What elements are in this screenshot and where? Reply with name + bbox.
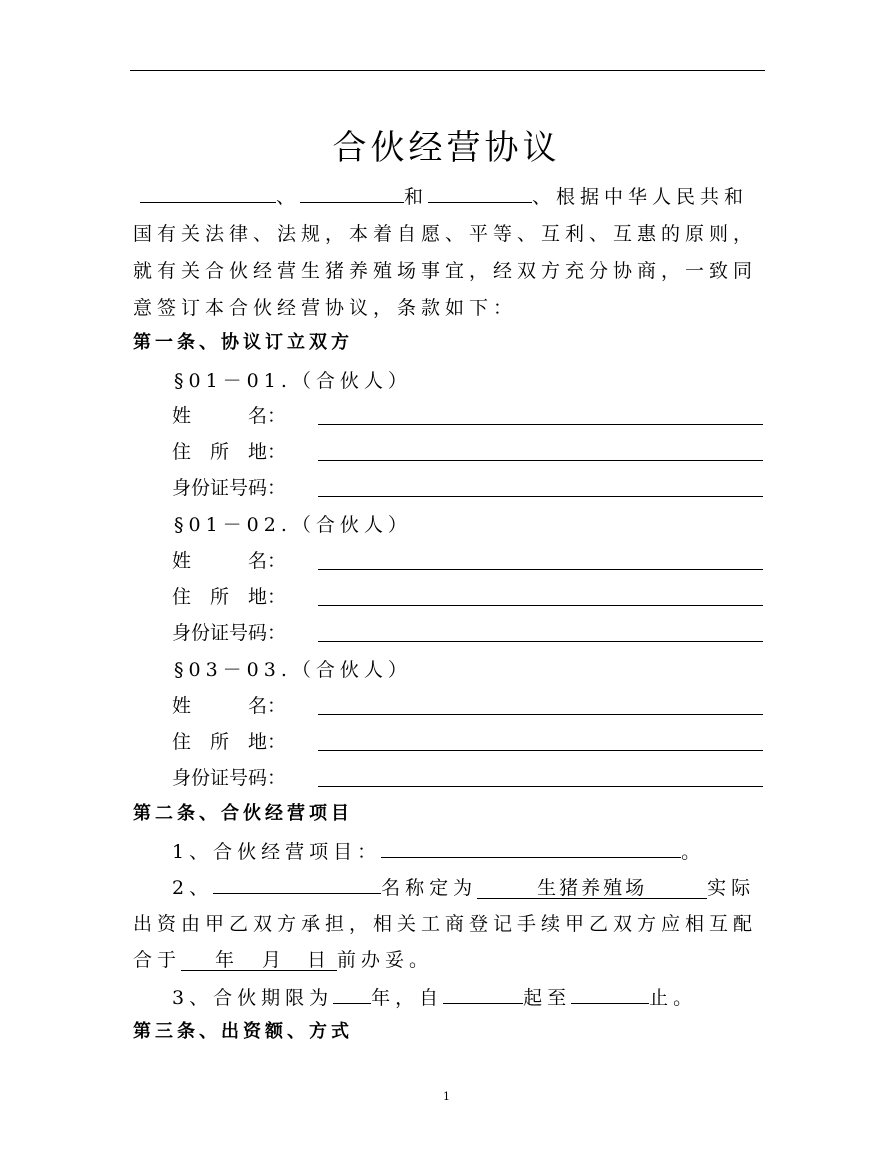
partner-2-name-field[interactable]	[318, 569, 763, 570]
company-blank[interactable]	[213, 875, 381, 894]
partner-1-name-field[interactable]	[318, 424, 763, 425]
separator: 、	[276, 186, 301, 208]
partner-1-id-label: 身份证号码：	[172, 477, 287, 499]
partner-2-header: §01－02.（合伙人）	[174, 514, 412, 536]
article-2-item-3	[172, 985, 697, 1010]
project-blank[interactable]	[381, 839, 681, 858]
intro-line-3: 就有关合伙经营生猪养殖场事宜，经双方充分协商，一致同	[133, 260, 758, 282]
page-number: 1	[443, 1090, 450, 1103]
item-2-label: 2、	[172, 877, 214, 899]
article-2-item-2	[172, 875, 755, 900]
party-c-blank[interactable]	[428, 184, 532, 203]
article-2-item-2-line-3	[133, 948, 433, 972]
intro-line-1	[140, 184, 748, 209]
years-text: 年，自	[371, 987, 444, 1009]
term-years-blank[interactable]	[333, 985, 371, 1004]
partner-2-name-label: 姓 名：	[172, 550, 287, 572]
article-1-heading: 第一条、协议订立双方	[133, 332, 353, 353]
intro-tail: 、根据中华人民共和	[532, 186, 749, 208]
item-1-label: 1、合伙经营项目：	[172, 841, 382, 863]
item-1-period: 。	[681, 841, 706, 863]
and-text: 和	[404, 186, 429, 208]
partner-3-header: §03－03.（合伙人）	[174, 659, 412, 681]
start-date-blank[interactable]	[443, 985, 523, 1004]
named-text: 名称定为	[381, 877, 478, 899]
partner-2-address-field[interactable]	[318, 605, 763, 606]
deadline-suffix: 前办妥。	[337, 949, 434, 971]
top-rule	[130, 70, 765, 71]
partner-1-id-field[interactable]	[318, 496, 763, 497]
deadline-prefix: 合于	[133, 949, 182, 971]
date-month: 月	[262, 949, 282, 971]
partner-2-id-label: 身份证号码：	[172, 622, 287, 644]
from-text: 起至	[523, 987, 572, 1009]
partner-3-id-field[interactable]	[318, 786, 763, 787]
item-3-label: 3、合伙期限为	[172, 987, 334, 1009]
business-name-value[interactable]: 生猪养殖场	[477, 876, 707, 899]
partner-1-address-field[interactable]	[318, 460, 763, 461]
article-2-heading: 第二条、合伙经营项目	[133, 803, 353, 824]
partner-2-id-field[interactable]	[318, 641, 763, 642]
party-b-blank[interactable]	[300, 184, 404, 203]
partner-3-name-field[interactable]	[318, 714, 763, 715]
partner-1-name-label: 姓 名：	[172, 405, 287, 427]
item-2-tail: 实际	[707, 877, 756, 899]
partner-1-header: §01－01.（合伙人）	[174, 370, 412, 392]
end-date-blank[interactable]	[571, 985, 649, 1004]
intro-line-4: 意签订本合伙经营协议，条款如下：	[133, 297, 518, 319]
partner-2-address-label: 住 所 地：	[172, 586, 287, 608]
article-2-item-1	[172, 839, 705, 864]
partner-3-id-label: 身份证号码：	[172, 767, 287, 789]
party-a-blank[interactable]	[140, 184, 276, 203]
date-year: 年	[215, 949, 235, 971]
partner-3-address-label: 住 所 地：	[172, 731, 287, 753]
partner-1-address-label: 住 所 地：	[172, 441, 287, 463]
partner-3-address-field[interactable]	[318, 750, 763, 751]
deadline-date-field[interactable]	[181, 948, 337, 971]
article-3-heading: 第三条、出资额、方式	[133, 1021, 353, 1042]
intro-line-2: 国有关法律、法规，本着自愿、平等、互利、互惠的原则，	[133, 223, 758, 245]
partner-3-name-label: 姓 名：	[172, 695, 287, 717]
end-text: 止。	[649, 987, 698, 1009]
document-title: 合伙经营协议	[332, 128, 561, 168]
article-2-item-2-line-2: 出资由甲乙双方承担，相关工商登记手续甲乙双方应相互配	[133, 913, 758, 935]
date-day: 日	[307, 949, 327, 971]
